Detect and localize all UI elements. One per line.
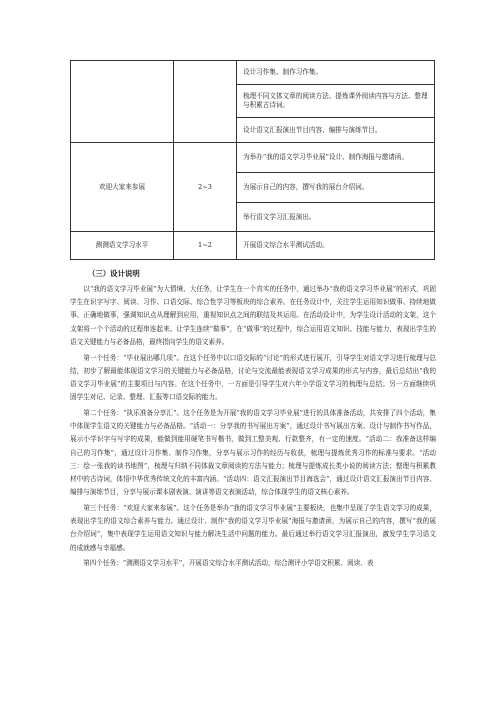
activity-cell: 测测语文学习水平 <box>71 232 174 260</box>
paragraph: 以“我的语文学习毕业展”为大情境、大任务，让学生在一个真实的任务中，通过举办“我的语文学习毕业展”的形式，巩固学生在识字写字、阅读、习作、口语交际、综合性学习等板块的综合素养。在任务设计中，关注学生运用知识做事、持续地做事、正确地做事，强调知识点从理解到应用，重视知识点之间的联结及其运用。在活动设计中，为学生设计活动的支架，这个支架将一个个活动的过程串连起来。让学生连续“做事”，在“做事”的过程中，综合运用语文知识、技能与能力，表现出学生的语文关键能力与必备品格，最终指向学生的语文素养。 <box>70 285 436 346</box>
paragraph: 第四个任务：“测测语文学习水平”，开展语文综合水平测试活动，综合测评小学语文积累、阅读、表 <box>83 559 374 568</box>
table-row <box>71 61 435 85</box>
task-cell: 梳理不同文体文章的阅读方法、提炼课外阅读内容与方法、整理与积累古诗词。 <box>237 85 435 118</box>
design-description <box>70 283 436 573</box>
task-cell: 开展语文综合水平测试活动。 <box>237 232 435 260</box>
task-cell: 为举办“我的语文学习毕业展”设计、制作海报与邀请函。 <box>237 143 435 173</box>
task-cell: 设计习作集、制作习作集。 <box>237 61 435 85</box>
activity-cell <box>71 61 174 143</box>
section-title: （三）设计说明 <box>88 269 140 278</box>
paragraph: 第一个任务：“毕业展出哪几项”。在这个任务中以口语交际的“讨论”的形式进行展开，引导学生对语文学习进行梳理与总结，初步了解最能体现语文学习的关键能力与必备品格，讨论与交流最能表现语文学习成果的形式与内容，最后总结出“我的语文学习毕业展”的主要项目与内容。在这个任务中，一方面是引导学生对六年小学语文学习的梳理与总结；另一方面继续巩固学生对记、记录、整理、汇报等口语交际的能力。 <box>70 353 436 402</box>
activity-cell: 欢迎大家来参展 <box>71 143 174 232</box>
paragraph: 第三个任务：“欢迎大家来参展”。这个任务是举办“我的语文学习毕业展”主要板块，也集中呈现了学生语文学习的成果，表现出学生的语文综合素养与能力。通过设计、制作“我的语文学习毕业展”海报与邀请函，为展示自己的内容，撰写“我的展台介绍词”，集中表现学生运用语文知识与能力解决生活中问题的能力。最后通过举行语文学习汇报演出，激发学生学习语文的成就感与幸福感。 <box>70 504 436 552</box>
paragraph: 第二个任务：“执乐准备分享汇”。这个任务是为开展“我的语文学习毕业展”进行的具体准备活动，共安排了四个活动，集中体现学生语文的关键能力与必备品格。“活动一：分享我的书写展出方案”，通过设计书写展出方案、设计与制作书写作品，展示小学识字与写字的成果，能做到能用硬笔书写楷书，做到工整美观、行款整齐，有一定的速度。“活动二：我准备这样编自己的习作集”，通过设计习作集、制作习作集，分享与展示习作的经历与收获，梳理与提炼优秀习作的标准与要求。“活动三：绘一张我的读书地图”，梳理与归纳不同体裁文章阅读的方法与能力；梳理与提炼成长类小说的阅读方法；整理与积累教材中的古诗词，体悟中华优秀传统文化的丰富内涵。“活动四：语文汇报演出节目海选会”，通过设计语文汇报演出节目内容、编排与演练节目，分享与展示课本剧表演、演讲等语文表演活动，综合体现学生的语文核心素养。 <box>70 409 436 497</box>
task-cell: 为展示自己的内容，撰写我的展台介绍词。 <box>237 173 435 203</box>
table-row <box>71 143 435 173</box>
table-row <box>71 232 435 260</box>
days-cell: 1~2 <box>174 232 237 260</box>
task-cell: 设计语文汇报演出节目内容、编排与演练节目。 <box>237 118 435 143</box>
days-cell <box>174 61 237 143</box>
task-table <box>70 60 435 260</box>
task-cell: 举行语文学习汇报演出。 <box>237 203 435 232</box>
days-cell: 2~3 <box>174 143 237 232</box>
